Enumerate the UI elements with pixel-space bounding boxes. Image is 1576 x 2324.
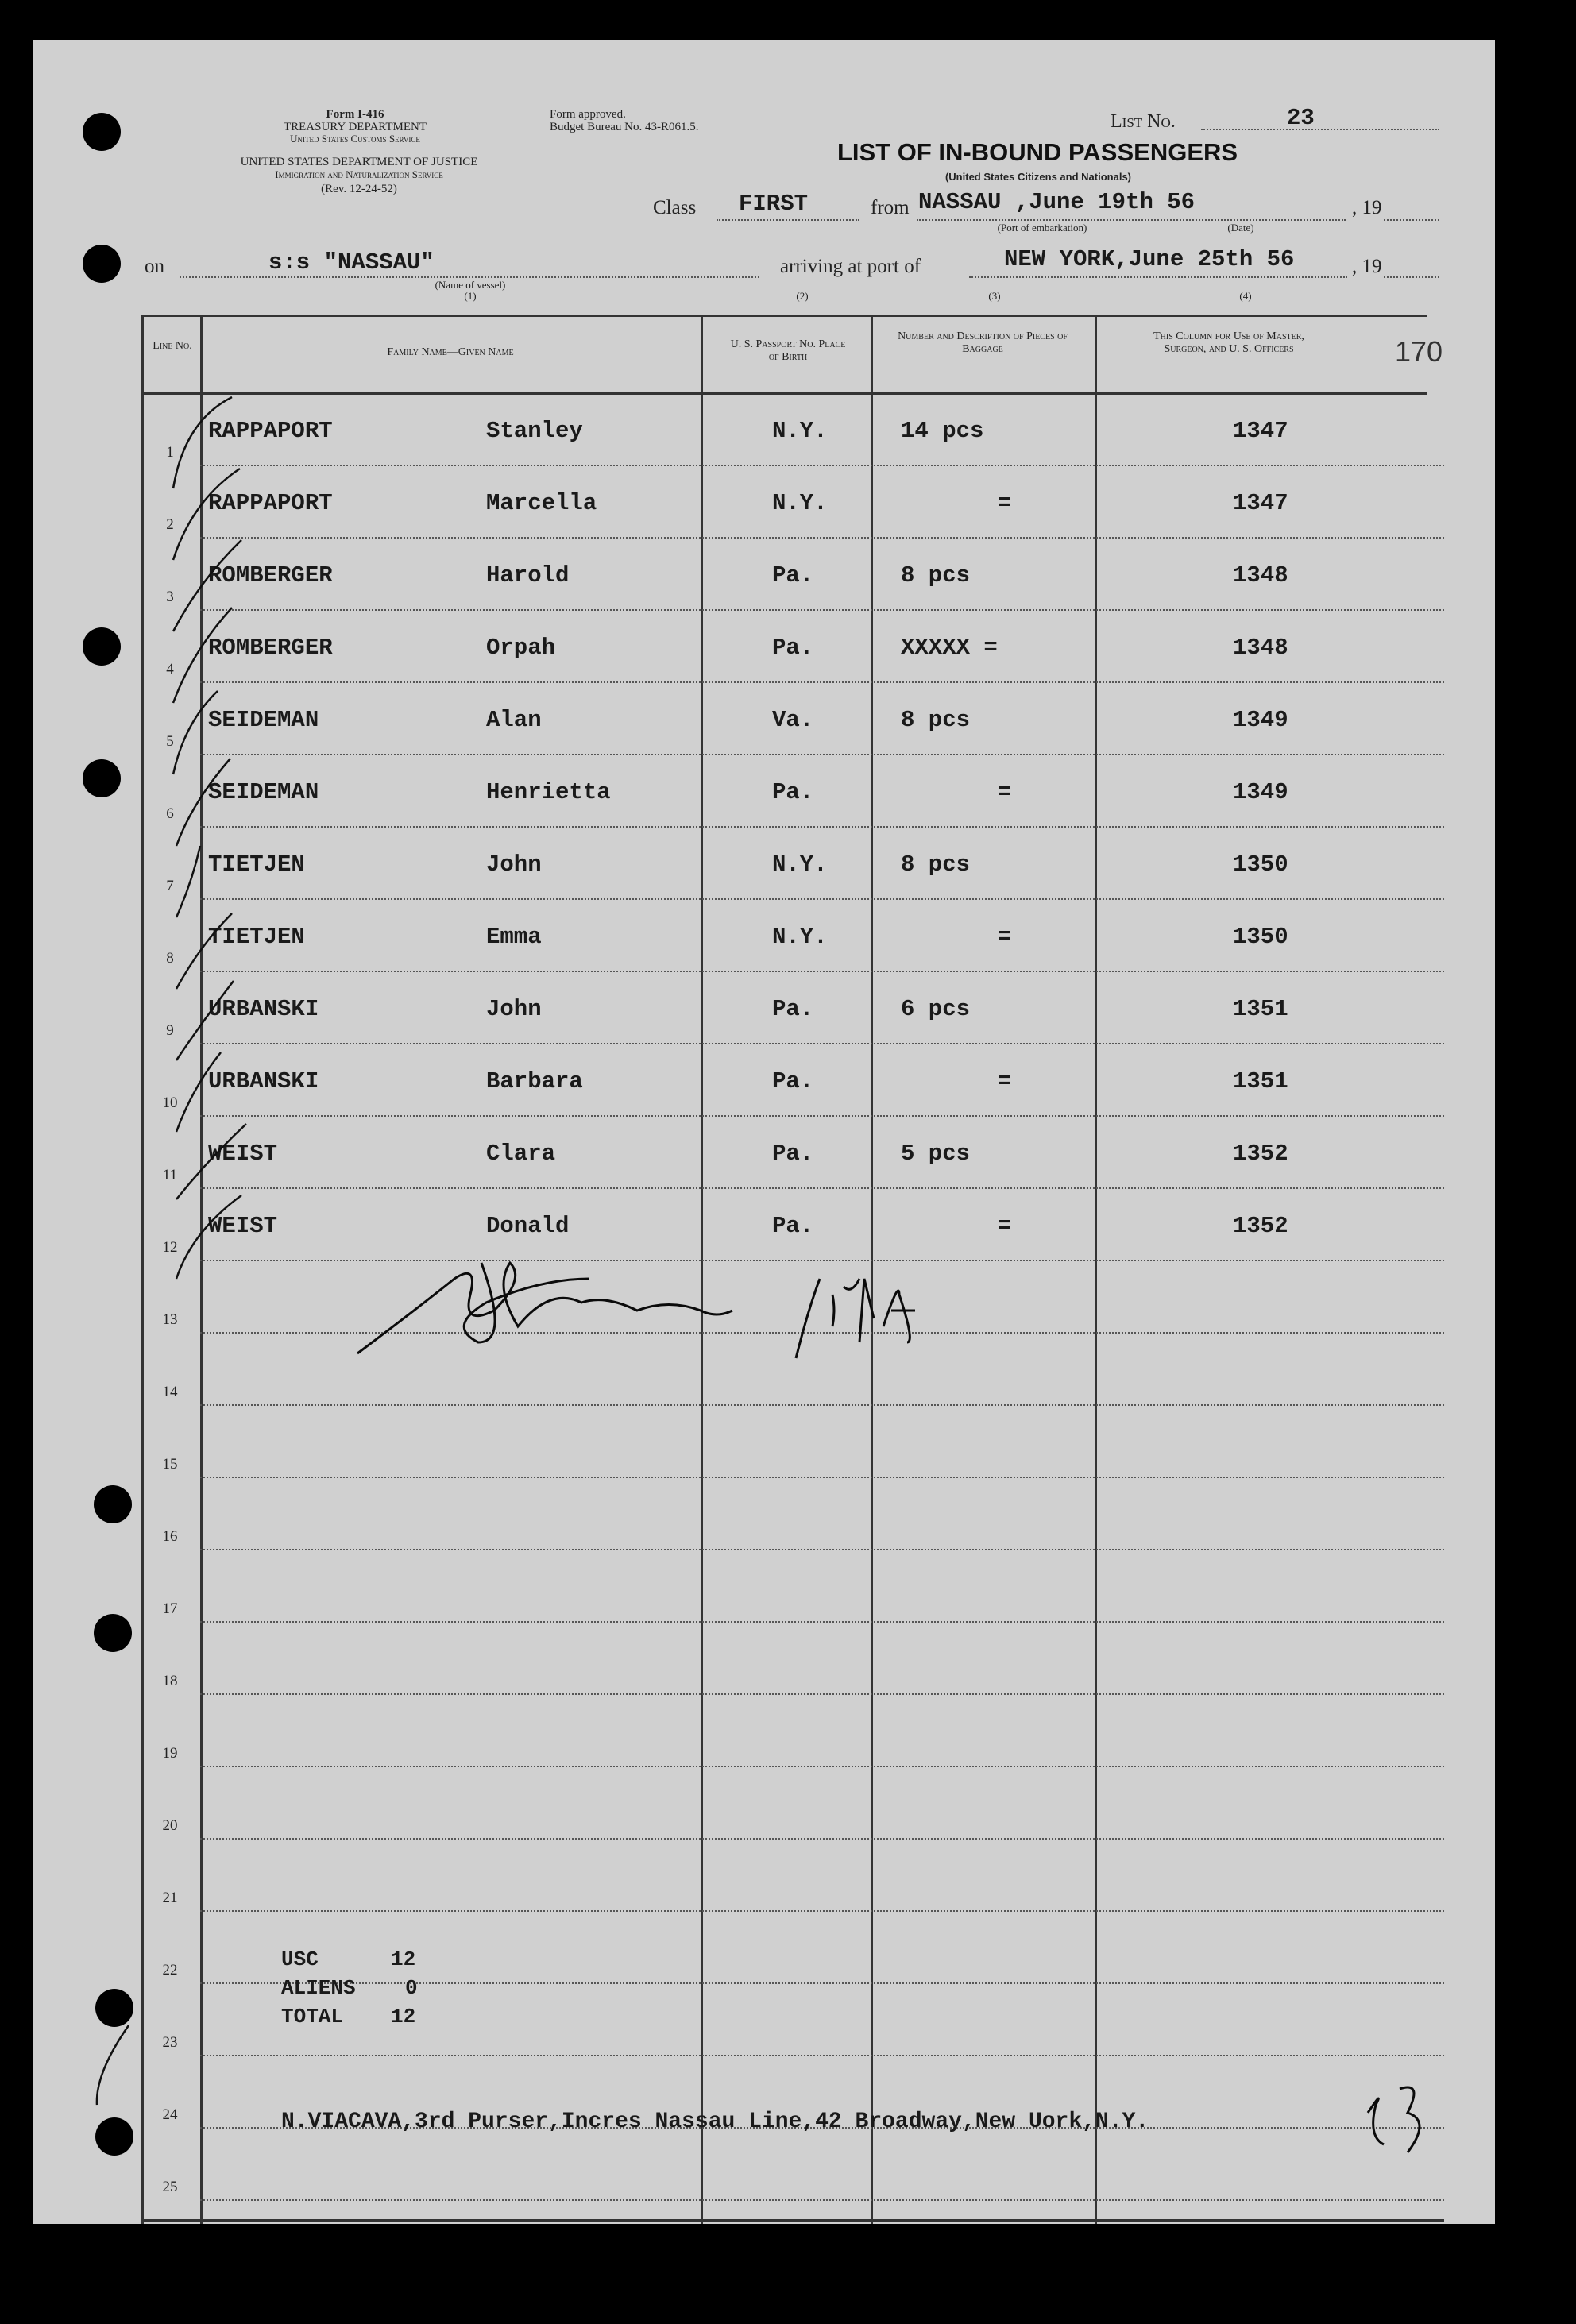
officer-number-cell: 1349 [1233, 779, 1288, 805]
birthplace-cell: Va. [772, 707, 814, 733]
caption-1: (1) [464, 290, 477, 302]
line-number: 5 [166, 733, 174, 750]
birthplace-cell: N.Y. [772, 418, 828, 444]
given-name-cell: Marcella [486, 490, 597, 516]
caption-4: (4) [1239, 290, 1252, 302]
given-name-cell: Henrietta [486, 779, 611, 805]
list-no-value: 23 [1287, 105, 1315, 131]
birthplace-cell: N.Y. [772, 924, 828, 950]
customs-service: United States Customs Service [290, 133, 420, 145]
usc-value: 12 [391, 1948, 416, 1971]
officer-number-cell: 1350 [1233, 924, 1288, 950]
line-number: 25 [162, 2179, 178, 2195]
officer-number-cell: 1351 [1233, 996, 1288, 1022]
line-number: 11 [162, 1167, 178, 1183]
officer-number-cell: 1352 [1233, 1141, 1288, 1167]
family-name-cell: WEIST [208, 1141, 278, 1167]
aliens-label: ALIENS [281, 1976, 356, 2000]
total-label: TOTAL [281, 2005, 344, 2029]
form-number: Form I-416 [326, 108, 384, 121]
class-value: FIRST [739, 191, 809, 217]
given-name-cell: Clara [486, 1141, 556, 1167]
line-number: 24 [162, 2106, 178, 2123]
line-number: 19 [162, 1745, 178, 1762]
given-name-cell: John [486, 996, 542, 1022]
given-name-cell: Emma [486, 924, 542, 950]
family-name-cell: SEIDEMAN [208, 707, 319, 733]
on-label: on [145, 256, 164, 277]
line-number: 6 [166, 805, 174, 822]
line-number: 23 [162, 2034, 178, 2051]
page-subtitle: (United States Citizens and Nationals) [944, 171, 1132, 183]
birthplace-cell: Pa. [772, 1141, 814, 1167]
year-suffix-2: , 19 [1352, 256, 1382, 277]
given-name-cell: Barbara [486, 1068, 583, 1094]
list-no-label: List No. [1111, 111, 1176, 132]
margin-number: 170 [1395, 335, 1443, 368]
baggage-cell: 8 pcs [901, 851, 971, 878]
baggage-cell: = [998, 779, 1012, 805]
total-value: 12 [391, 2005, 416, 2029]
birthplace-cell: N.Y. [772, 851, 828, 878]
line-number: 18 [162, 1673, 178, 1689]
line-number: 8 [166, 950, 174, 967]
baggage-cell: = [998, 924, 1012, 950]
line-number: 20 [162, 1817, 178, 1834]
corner-mark-drawing [1368, 2087, 1420, 2152]
treasury-dept: TREASURY DEPARTMENT [283, 121, 427, 133]
caption-3: (3) [988, 290, 1001, 302]
officer-number-cell: 1350 [1233, 851, 1288, 878]
manifest-sheet [33, 40, 1495, 2224]
given-name-cell: Stanley [486, 418, 583, 444]
family-name-cell: RAPPAPORT [208, 418, 333, 444]
baggage-cell: = [998, 490, 1012, 516]
baggage-cell: XXXXX = [901, 635, 998, 661]
line-number: 12 [162, 1239, 178, 1256]
birthplace-cell: Pa. [772, 996, 814, 1022]
col-header-passport: U. S. Passport No. Place of Birth [730, 338, 846, 363]
family-name-cell: URBANSKI [208, 996, 319, 1022]
handwriting-overlay [33, 40, 1495, 2224]
officer-number-cell: 1349 [1233, 707, 1288, 733]
birthplace-cell: Pa. [772, 635, 814, 661]
baggage-cell: = [998, 1068, 1012, 1094]
justice-dept: UNITED STATES DEPARTMENT OF JUSTICE [240, 156, 478, 168]
officer-number-cell: 1352 [1233, 1213, 1288, 1239]
line-number: 10 [162, 1094, 178, 1111]
birthplace-cell: Pa. [772, 779, 814, 805]
line-number: 2 [166, 516, 174, 533]
line-number: 21 [162, 1890, 178, 1906]
year-suffix-1: , 19 [1352, 197, 1382, 218]
embark-caption: (Port of embarkation) [997, 222, 1087, 234]
revision: (Rev. 12-24-52) [321, 183, 397, 195]
officer-number-cell: 1351 [1233, 1068, 1288, 1094]
birthplace-cell: Pa. [772, 562, 814, 589]
arriving-value: NEW YORK,June 25th 56 [1004, 246, 1295, 272]
officer-number-cell: 1348 [1233, 562, 1288, 589]
from-label: from [871, 197, 910, 218]
signature-drawing [357, 1263, 915, 1358]
arriving-label: arriving at port of [780, 256, 921, 277]
family-name-cell: RAPPAPORT [208, 490, 333, 516]
ins-service: Immigration and Naturalization Service [275, 168, 443, 180]
given-name-cell: Harold [486, 562, 570, 589]
family-name-cell: SEIDEMAN [208, 779, 319, 805]
date-caption: (Date) [1227, 222, 1254, 234]
caption-2: (2) [796, 290, 809, 302]
line-number: 14 [162, 1384, 178, 1400]
baggage-cell: = [998, 1213, 1012, 1239]
officer-number-cell: 1347 [1233, 418, 1288, 444]
usc-label: USC [281, 1948, 319, 1971]
line-number: 13 [162, 1311, 178, 1328]
col-header-officers: This Column for Use of Master, Surgeon, and U. S. Officers [1153, 330, 1304, 355]
checkmarks [97, 397, 246, 2105]
col-header-name: Family Name—Given Name [387, 346, 514, 358]
purser-footer: N.VIACAVA,3rd Purser,Incres Nassau Line,42 Broadway,New Uork,N.Y. [281, 2110, 1149, 2134]
given-name-cell: Alan [486, 707, 542, 733]
page-title: LIST OF IN-BOUND PASSENGERS [837, 138, 1238, 166]
baggage-cell: 14 pcs [901, 418, 984, 444]
line-number: 3 [166, 589, 174, 605]
given-name-cell: Orpah [486, 635, 556, 661]
line-number: 7 [166, 878, 174, 894]
line-number: 16 [162, 1528, 178, 1545]
form-approved: Form approved. [550, 108, 626, 121]
line-number: 15 [162, 1456, 178, 1473]
col-header-baggage: Number and Description of Pieces of Baggage [898, 330, 1068, 355]
line-number: 9 [166, 1022, 174, 1039]
col-header-line-no: Line No. [153, 340, 192, 352]
given-name-cell: John [486, 851, 542, 878]
officer-number-cell: 1348 [1233, 635, 1288, 661]
baggage-cell: 8 pcs [901, 707, 971, 733]
family-name-cell: TIETJEN [208, 851, 305, 878]
birthplace-cell: Pa. [772, 1068, 814, 1094]
budget-bureau: Budget Bureau No. 43-R061.5. [550, 121, 699, 133]
line-number: 17 [162, 1600, 178, 1617]
line-number: 4 [166, 661, 174, 678]
from-value: NASSAU ,June 19th 56 [918, 189, 1196, 215]
birthplace-cell: Pa. [772, 1213, 814, 1239]
family-name-cell: ROMBERGER [208, 635, 333, 661]
vessel-value: s:s "NASSAU" [268, 249, 435, 276]
baggage-cell: 8 pcs [901, 562, 971, 589]
birthplace-cell: N.Y. [772, 490, 828, 516]
family-name-cell: ROMBERGER [208, 562, 333, 589]
line-number: 1 [166, 444, 174, 461]
line-number: 22 [162, 1962, 178, 1978]
officer-number-cell: 1347 [1233, 490, 1288, 516]
vessel-caption: (Name of vessel) [435, 279, 506, 291]
baggage-cell: 5 pcs [901, 1141, 971, 1167]
family-name-cell: WEIST [208, 1213, 278, 1239]
given-name-cell: Donald [486, 1213, 570, 1239]
class-label: Class [653, 197, 697, 218]
family-name-cell: URBANSKI [208, 1068, 319, 1094]
baggage-cell: 6 pcs [901, 996, 971, 1022]
aliens-value: 0 [405, 1976, 418, 2000]
family-name-cell: TIETJEN [208, 924, 305, 950]
